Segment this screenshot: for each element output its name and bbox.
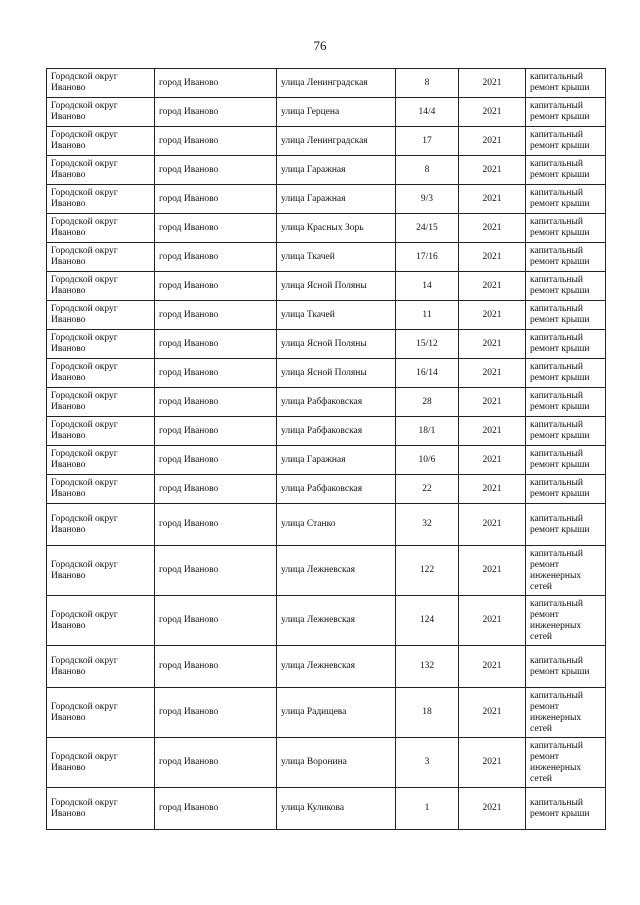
street-cell: улица Радищева — [277, 688, 396, 738]
table-row — [47, 646, 606, 688]
street-cell: улица Ясной Поляны — [277, 359, 396, 388]
district-cell: Городской округ Иваново — [47, 738, 155, 788]
table-row — [47, 596, 606, 646]
house-number-cell: 132 — [396, 646, 459, 688]
table-row — [47, 272, 606, 301]
city-cell: город Иваново — [155, 359, 277, 388]
city-cell: город Иваново — [155, 301, 277, 330]
street-cell: улица Рабфаковская — [277, 475, 396, 504]
housing-repair-table — [46, 68, 606, 830]
street-cell: улица Красных Зорь — [277, 214, 396, 243]
year-cell: 2021 — [459, 646, 526, 688]
table-row — [47, 359, 606, 388]
work-type-cell: капитальный ремонт крыши — [526, 243, 606, 272]
year-cell: 2021 — [459, 69, 526, 98]
house-number-cell: 122 — [396, 546, 459, 596]
street-cell: улица Лежневская — [277, 596, 396, 646]
house-number-cell: 9/3 — [396, 185, 459, 214]
district-cell: Городской округ Иваново — [47, 546, 155, 596]
year-cell: 2021 — [459, 738, 526, 788]
district-cell: Городской округ Иваново — [47, 475, 155, 504]
house-number-cell: 18 — [396, 688, 459, 738]
city-cell: город Иваново — [155, 788, 277, 830]
house-number-cell: 17 — [396, 127, 459, 156]
district-cell: Городской округ Иваново — [47, 504, 155, 546]
house-number-cell: 22 — [396, 475, 459, 504]
year-cell: 2021 — [459, 330, 526, 359]
work-type-cell: капитальный ремонт инженерных сетей — [526, 596, 606, 646]
district-cell: Городской округ Иваново — [47, 243, 155, 272]
district-cell: Городской округ Иваново — [47, 446, 155, 475]
street-cell: улица Герцена — [277, 98, 396, 127]
year-cell: 2021 — [459, 272, 526, 301]
table-row — [47, 301, 606, 330]
street-cell: улица Ясной Поляны — [277, 330, 396, 359]
table-row — [47, 546, 606, 596]
house-number-cell: 124 — [396, 596, 459, 646]
house-number-cell: 16/14 — [396, 359, 459, 388]
house-number-cell: 14 — [396, 272, 459, 301]
city-cell: город Иваново — [155, 738, 277, 788]
city-cell: город Иваново — [155, 504, 277, 546]
street-cell: улица Ткачей — [277, 243, 396, 272]
year-cell: 2021 — [459, 243, 526, 272]
city-cell: город Иваново — [155, 98, 277, 127]
district-cell: Городской округ Иваново — [47, 301, 155, 330]
work-type-cell: капитальный ремонт крыши — [526, 214, 606, 243]
work-type-cell: капитальный ремонт инженерных сетей — [526, 738, 606, 788]
page-number: 76 — [313, 38, 327, 53]
work-type-cell: капитальный ремонт инженерных сетей — [526, 688, 606, 738]
street-cell: улица Рабфаковская — [277, 388, 396, 417]
district-cell: Городской округ Иваново — [47, 646, 155, 688]
year-cell: 2021 — [459, 546, 526, 596]
city-cell: город Иваново — [155, 688, 277, 738]
city-cell: город Иваново — [155, 388, 277, 417]
house-number-cell: 8 — [396, 156, 459, 185]
table-row — [47, 243, 606, 272]
year-cell: 2021 — [459, 301, 526, 330]
city-cell: город Иваново — [155, 330, 277, 359]
street-cell: улица Ленинградская — [277, 69, 396, 98]
street-cell: улица Гаражная — [277, 446, 396, 475]
city-cell: город Иваново — [155, 243, 277, 272]
table-row — [47, 98, 606, 127]
year-cell: 2021 — [459, 127, 526, 156]
house-number-cell: 3 — [396, 738, 459, 788]
table-row — [47, 127, 606, 156]
work-type-cell: капитальный ремонт инженерных сетей — [526, 546, 606, 596]
street-cell: улица Куликова — [277, 788, 396, 830]
table-row — [47, 788, 606, 830]
street-cell: улица Лежневская — [277, 646, 396, 688]
table-body — [47, 69, 606, 830]
street-cell: улица Воронина — [277, 738, 396, 788]
table-row — [47, 185, 606, 214]
street-cell: улица Лежневская — [277, 546, 396, 596]
table-row — [47, 738, 606, 788]
district-cell: Городской округ Иваново — [47, 69, 155, 98]
district-cell: Городской округ Иваново — [47, 98, 155, 127]
city-cell: город Иваново — [155, 156, 277, 185]
house-number-cell: 32 — [396, 504, 459, 546]
district-cell: Городской округ Иваново — [47, 127, 155, 156]
work-type-cell: капитальный ремонт крыши — [526, 301, 606, 330]
city-cell: город Иваново — [155, 596, 277, 646]
house-number-cell: 18/1 — [396, 417, 459, 446]
year-cell: 2021 — [459, 688, 526, 738]
city-cell: город Иваново — [155, 69, 277, 98]
city-cell: город Иваново — [155, 127, 277, 156]
house-number-cell: 11 — [396, 301, 459, 330]
city-cell: город Иваново — [155, 546, 277, 596]
work-type-cell: капитальный ремонт крыши — [526, 417, 606, 446]
table-row — [47, 69, 606, 98]
year-cell: 2021 — [459, 214, 526, 243]
house-number-cell: 28 — [396, 388, 459, 417]
city-cell: город Иваново — [155, 446, 277, 475]
work-type-cell: капитальный ремонт крыши — [526, 646, 606, 688]
house-number-cell: 15/12 — [396, 330, 459, 359]
district-cell: Городской округ Иваново — [47, 388, 155, 417]
work-type-cell: капитальный ремонт крыши — [526, 359, 606, 388]
district-cell: Городской округ Иваново — [47, 214, 155, 243]
street-cell: улица Ленинградская — [277, 127, 396, 156]
work-type-cell: капитальный ремонт крыши — [526, 98, 606, 127]
year-cell: 2021 — [459, 359, 526, 388]
table-row — [47, 417, 606, 446]
work-type-cell: капитальный ремонт крыши — [526, 272, 606, 301]
table-row — [47, 504, 606, 546]
street-cell: улица Гаражная — [277, 156, 396, 185]
district-cell: Городской округ Иваново — [47, 185, 155, 214]
street-cell: улица Гаражная — [277, 185, 396, 214]
table-row — [47, 446, 606, 475]
year-cell: 2021 — [459, 185, 526, 214]
year-cell: 2021 — [459, 388, 526, 417]
district-cell: Городской округ Иваново — [47, 788, 155, 830]
table-row — [47, 214, 606, 243]
house-number-cell: 17/16 — [396, 243, 459, 272]
city-cell: город Иваново — [155, 214, 277, 243]
house-number-cell: 10/6 — [396, 446, 459, 475]
work-type-cell: капитальный ремонт крыши — [526, 788, 606, 830]
street-cell: улица Рабфаковская — [277, 417, 396, 446]
district-cell: Городской округ Иваново — [47, 156, 155, 185]
work-type-cell: капитальный ремонт крыши — [526, 504, 606, 546]
city-cell: город Иваново — [155, 272, 277, 301]
district-cell: Городской округ Иваново — [47, 359, 155, 388]
work-type-cell: капитальный ремонт крыши — [526, 69, 606, 98]
district-cell: Городской округ Иваново — [47, 688, 155, 738]
year-cell: 2021 — [459, 156, 526, 185]
table-row — [47, 388, 606, 417]
year-cell: 2021 — [459, 446, 526, 475]
house-number-cell: 24/15 — [396, 214, 459, 243]
city-cell: город Иваново — [155, 475, 277, 504]
year-cell: 2021 — [459, 504, 526, 546]
city-cell: город Иваново — [155, 646, 277, 688]
house-number-cell: 14/4 — [396, 98, 459, 127]
house-number-cell: 8 — [396, 69, 459, 98]
district-cell: Городской округ Иваново — [47, 272, 155, 301]
street-cell: улица Ясной Поляны — [277, 272, 396, 301]
city-cell: город Иваново — [155, 417, 277, 446]
work-type-cell: капитальный ремонт крыши — [526, 330, 606, 359]
table-row — [47, 156, 606, 185]
table-row — [47, 330, 606, 359]
district-cell: Городской округ Иваново — [47, 596, 155, 646]
year-cell: 2021 — [459, 98, 526, 127]
street-cell: улица Ткачей — [277, 301, 396, 330]
work-type-cell: капитальный ремонт крыши — [526, 185, 606, 214]
work-type-cell: капитальный ремонт крыши — [526, 446, 606, 475]
year-cell: 2021 — [459, 596, 526, 646]
work-type-cell: капитальный ремонт крыши — [526, 475, 606, 504]
district-cell: Городской округ Иваново — [47, 417, 155, 446]
city-cell: город Иваново — [155, 185, 277, 214]
house-number-cell: 1 — [396, 788, 459, 830]
table-row — [47, 688, 606, 738]
year-cell: 2021 — [459, 788, 526, 830]
work-type-cell: капитальный ремонт крыши — [526, 156, 606, 185]
work-type-cell: капитальный ремонт крыши — [526, 127, 606, 156]
table-row — [47, 475, 606, 504]
district-cell: Городской округ Иваново — [47, 330, 155, 359]
work-type-cell: капитальный ремонт крыши — [526, 388, 606, 417]
year-cell: 2021 — [459, 417, 526, 446]
street-cell: улица Станко — [277, 504, 396, 546]
year-cell: 2021 — [459, 475, 526, 504]
